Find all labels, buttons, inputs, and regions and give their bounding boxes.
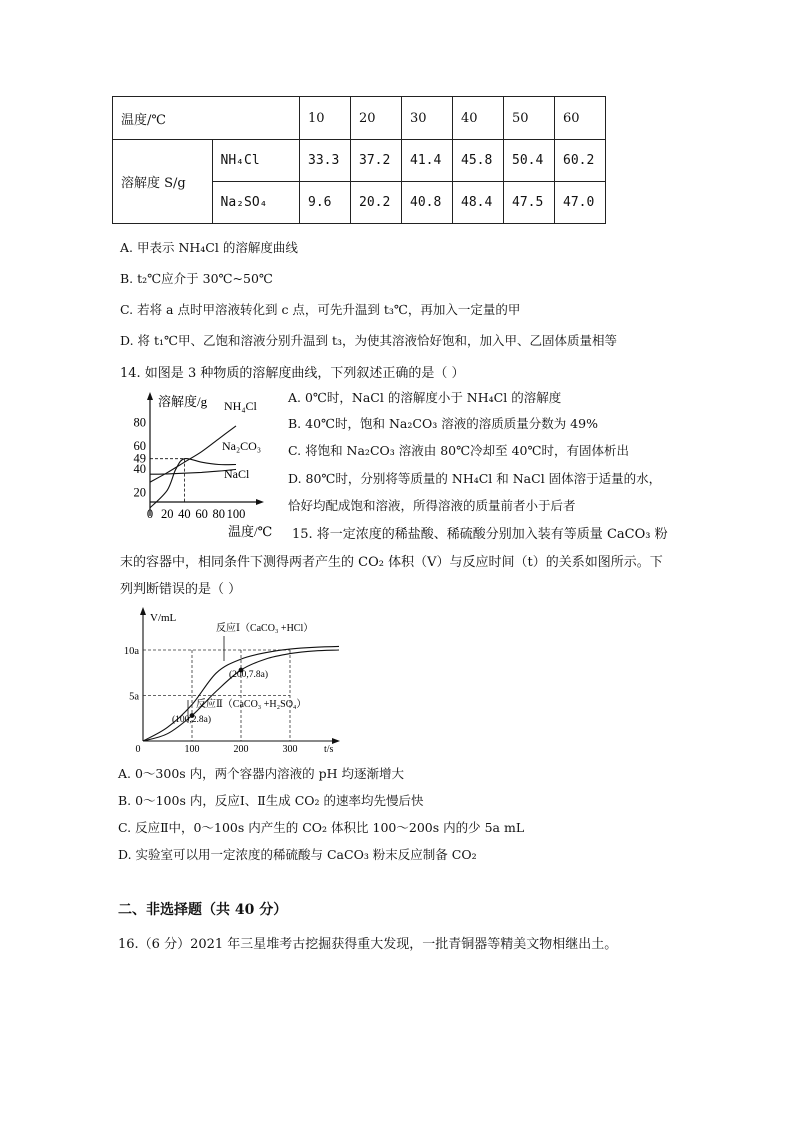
curve-label-nh4cl: NH₄Cl	[224, 399, 257, 413]
value-cell: 50.4	[504, 140, 555, 182]
q14-option-b: B. 40℃时，饱和 Na₂CO₃ 溶液的溶质质量分数为 49%	[288, 416, 598, 431]
x-tick-label: 200	[233, 744, 249, 755]
y-tick-label: 80	[133, 415, 146, 430]
solubility-label-cell: 溶解度 S/g	[113, 140, 213, 224]
y-tick-label: 49	[133, 451, 146, 466]
x-tick-label: 0	[146, 507, 154, 521]
reaction2-label: 反应Ⅱ（CaCO₃ +H₂SO₄）	[196, 699, 307, 710]
x-tick-label: 60	[195, 507, 208, 521]
y-axis-label: 溶解度/g	[158, 394, 208, 409]
temp-cell: 10	[300, 97, 351, 140]
q15-line1: 15. 将一定浓度的稀盐酸、稀硫酸分别加入装有等质量 CaCO₃ 粉	[292, 527, 668, 542]
q13-option-d: D. 将 t₁℃甲、乙饱和溶液分别升温到 t₃，为使其溶液恰好饱和，加入甲、乙固体质量相等	[120, 333, 618, 348]
temp-cell: 60	[555, 97, 606, 140]
y-tick-label: 10a	[123, 646, 139, 657]
q15-option-d: D. 实验室可以用一定浓度的稀硫酸与 CaCO₃ 粉末反应制备 CO₂	[118, 847, 477, 862]
x-axis-label: t/s	[324, 744, 334, 755]
value-cell: 45.8	[453, 140, 504, 182]
curve-label-nacl: NaCl	[224, 467, 250, 481]
table-row	[113, 140, 606, 182]
y-tick-label: 20	[133, 485, 146, 500]
value-cell: 33.3	[300, 140, 351, 182]
x-tick-label: 100	[184, 744, 200, 755]
q13-option-c: C. 若将 a 点时甲溶液转化到 c 点，可先升温到 t₃℃，再加入一定量的甲	[120, 302, 521, 317]
value-cell: 47.0	[555, 182, 606, 224]
q15-option-a: A. 0～300s 内，两个容器内溶液的 pH 均逐渐增大	[118, 766, 405, 781]
q14-option-d-line2: 恰好均配成饱和溶液，所得溶液的质量前者小于后者	[288, 498, 576, 513]
substance-cell: Na₂SO₄	[212, 182, 299, 224]
x-tick-label: 0	[135, 744, 141, 755]
y-tick-label: 40	[133, 462, 146, 477]
table-header-row	[113, 97, 606, 140]
co2-volume-chart	[118, 605, 350, 755]
value-cell: 9.6	[300, 182, 351, 224]
x-axis-arrow	[256, 499, 264, 505]
value-cell: 41.4	[402, 140, 453, 182]
x-tick-label: 100	[226, 507, 246, 521]
temp-cell: 30	[402, 97, 453, 140]
solubility-table	[112, 96, 606, 224]
y-tick-label: 5a	[129, 691, 139, 703]
point1-label: (200,7.8a)	[229, 670, 269, 680]
value-cell: 37.2	[351, 140, 402, 182]
q16-stem: 16.（6 分）2021 年三星堆考古挖掘获得重大发现，一批青铜器等精美文物相继出土。	[118, 937, 618, 952]
y-axis-arrow	[147, 392, 153, 400]
curve-label-na2co3: Na₂CO₃	[222, 439, 262, 453]
temp-label-cell: 温度/℃	[113, 97, 300, 140]
point2-label: (100,2.8a)	[172, 715, 212, 725]
x-tick-label: 20	[160, 507, 174, 521]
q15-line3: 列判断错误的是（ ）	[120, 582, 242, 597]
substance-cell: NH₄Cl	[212, 140, 299, 182]
temp-cell: 50	[504, 97, 555, 140]
value-cell: 60.2	[555, 140, 606, 182]
q14-option-a: A. 0℃时，NaCl 的溶解度小于 NH₄Cl 的溶解度	[288, 390, 562, 405]
y-axis-arrow	[140, 607, 146, 615]
q15-line2: 末的容器中，相同条件下测得两者产生的 CO₂ 体积（V）与反应时间（t）的关系如图所示。下	[120, 555, 663, 570]
series-line-na2co3	[150, 458, 236, 507]
q15-option-c: C. 反应Ⅱ中，0～100s 内产生的 CO₂ 体积比 100～200s 内的少 5a mL	[118, 820, 525, 835]
value-cell: 40.8	[402, 182, 453, 224]
value-cell: 20.2	[351, 182, 402, 224]
q14-stem: 14. 如图是 3 种物质的溶解度曲线，下列叙述正确的是（ ）	[120, 366, 465, 381]
value-cell: 48.4	[453, 182, 504, 224]
q15-option-b: B. 0～100s 内，反应Ⅰ、Ⅱ生成 CO₂ 的速率均先慢后快	[118, 793, 424, 808]
q13-option-b: B. t₂℃应介于 30℃~50℃	[120, 271, 273, 286]
x-axis-label: 温度/℃	[228, 524, 273, 538]
y-axis-label: V/mL	[150, 612, 177, 624]
x-tick-label: 300	[282, 744, 298, 755]
x-tick-label: 80	[212, 507, 226, 521]
q14-option-c: C. 将饱和 Na₂CO₃ 溶液由 80℃冷却至 40℃时，有固体析出	[288, 443, 629, 458]
reaction1-label: 反应Ⅰ（CaCO₃ +HCl）	[216, 623, 314, 634]
q14-option-d-line1: D. 80℃时，分别将等质量的 NH₄Cl 和 NaCl 固体溶于适量的水，	[288, 471, 662, 486]
q13-option-a: A. 甲表示 NH₄Cl 的溶解度曲线	[120, 240, 298, 255]
solubility-curve-chart	[120, 388, 290, 538]
temp-cell: 40	[453, 97, 504, 140]
y-tick-label: 60	[133, 438, 146, 453]
x-tick-label: 40	[178, 507, 191, 521]
value-cell: 47.5	[504, 182, 555, 224]
temp-cell: 20	[351, 97, 402, 140]
section-heading: 二、非选择题（共 40 分）	[118, 902, 288, 918]
